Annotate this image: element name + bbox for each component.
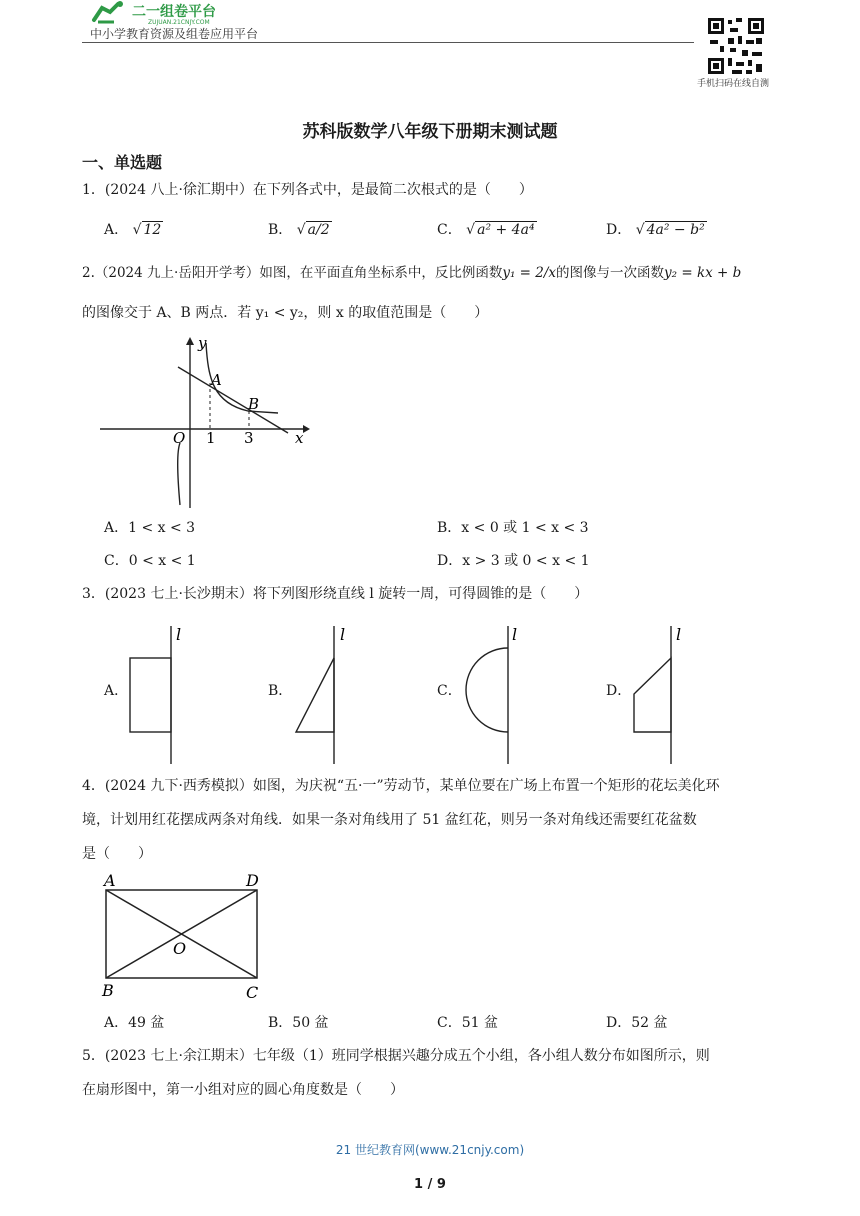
- y-axis-arrow-icon: [186, 337, 194, 345]
- origin-label: O: [173, 429, 186, 447]
- logo-domain: ZUJUAN.21CNJY.COM: [148, 19, 210, 26]
- sqrt-expression: √ a/2: [296, 222, 330, 238]
- q2-function-graph: [98, 333, 313, 513]
- hyperbola-branch-2: [178, 443, 180, 505]
- q3-option-d-label[interactable]: D．: [606, 683, 632, 699]
- q4-rectangle-figure: [96, 868, 276, 1008]
- header-subtitle: 中小学教育资源及组卷应用平台: [90, 27, 259, 41]
- line-l-label: l: [340, 625, 346, 644]
- option-label: B．: [268, 222, 293, 238]
- q2-option-b[interactable]: B．x < 0 或 1 < x < 3: [437, 520, 589, 536]
- question-5-text-line2: 在扇形图中，第一小组对应的圆心角度数是（ ）: [82, 1082, 404, 1098]
- option-label: A．: [104, 222, 129, 238]
- vertex-d-label: D: [246, 871, 259, 890]
- q4-option-a[interactable]: A．49 盆: [104, 1015, 165, 1031]
- line-l-label: l: [676, 625, 682, 644]
- logo-runner-icon: [88, 0, 288, 26]
- q1-option-c[interactable]: [437, 220, 537, 240]
- question-1-text: 1．(2024 八上·徐汇期中）在下列各式中，是最简二次根式的是（ ）: [82, 182, 533, 198]
- point-b-label: B: [248, 395, 260, 413]
- sqrt-expression: √ 4a² − b²: [635, 222, 705, 238]
- q1-option-a[interactable]: [104, 220, 163, 240]
- radicand: a² + 4a⁴: [477, 222, 535, 238]
- q3-figure-c: [458, 622, 528, 767]
- q1-option-d[interactable]: [606, 220, 707, 240]
- q3-figure-d: [628, 622, 698, 767]
- section-heading: 一、单选题: [82, 153, 163, 172]
- q2-option-d[interactable]: D．x > 3 或 0 < x < 1: [437, 553, 590, 569]
- vertex-c-label: C: [246, 983, 259, 1002]
- question-5-text-line1: 5．(2023 七上·余江期末）七年级（1）班同学根据兴趣分成五个小组，各小组人数分布如图所示，则: [82, 1048, 710, 1064]
- tick-3-label: 3: [244, 429, 254, 447]
- q2-option-a[interactable]: A．1 < x < 3: [104, 520, 196, 536]
- q1-option-b[interactable]: [268, 220, 332, 240]
- q3-figure-a: [122, 622, 192, 767]
- linear-function-line: [178, 367, 288, 433]
- q4-option-d[interactable]: D．52 盆: [606, 1015, 668, 1031]
- sqrt-expression: √ 12: [132, 222, 162, 238]
- q2-mid: 的图像与一次函数: [556, 265, 665, 281]
- q3-option-c-label[interactable]: C．: [437, 683, 462, 699]
- q4-option-c[interactable]: C．51 盆: [437, 1015, 498, 1031]
- radicand: 4a² − b²: [646, 222, 705, 238]
- vertex-b-label: B: [102, 981, 114, 1000]
- x-axis-arrow-icon: [303, 425, 310, 433]
- line-l-label: l: [512, 625, 518, 644]
- q3-figure-b: [290, 622, 360, 767]
- radicand: 12: [143, 222, 162, 238]
- y-axis-label: y: [198, 334, 207, 352]
- question-4-text-line2: 境，计划用红花摆成两条对角线．如果一条对角线用了 51 盆红花，则另一条对角线还需要红花盆数: [82, 812, 697, 828]
- logo-text: 二一组卷平台: [132, 4, 216, 20]
- option-label: C．: [437, 222, 462, 238]
- q3-option-b-label[interactable]: B．: [268, 683, 293, 699]
- qr-caption: 手机扫码在线自测: [697, 79, 770, 89]
- page-number: 1 / 9: [414, 1177, 446, 1192]
- q2-y1-formula: y₁ = 2/x: [502, 265, 557, 281]
- header-divider: [82, 42, 694, 43]
- footer-link[interactable]: 21 世纪教育网(www.21cnjy.com): [335, 1143, 525, 1157]
- question-2-text: [82, 263, 741, 283]
- center-o-label: O: [173, 939, 187, 958]
- page-title: 苏科版数学八年级下册期末测试题: [302, 122, 558, 142]
- question-2-text-line2: 的图像交于 A、B 两点．若 y₁ < y₂，则 x 的取值范围是（ ）: [82, 305, 489, 321]
- q3-option-a-label[interactable]: A．: [104, 683, 129, 699]
- q2-y2-formula: y₂ = kx + b: [664, 265, 742, 281]
- vertex-a-label: A: [104, 871, 116, 890]
- point-a-label: A: [211, 371, 222, 389]
- q2-option-c[interactable]: C．0 < x < 1: [104, 553, 196, 569]
- qr-code-icon[interactable]: [706, 16, 766, 76]
- tick-1-label: 1: [206, 429, 216, 447]
- q4-option-b[interactable]: B．50 盆: [268, 1015, 329, 1031]
- question-4-text-line3: 是（ ）: [82, 846, 152, 862]
- line-l-label: l: [176, 625, 182, 644]
- sqrt-expression: √ a² + 4a⁴: [466, 222, 535, 238]
- question-3-text: 3．(2023 七上·长沙期末）将下列图形绕直线 l 旋转一周，可得圆锥的是（ ）: [82, 586, 589, 602]
- option-label: D．: [606, 222, 632, 238]
- q2-line1: 2.（2024 九上·岳阳开学考）如图，在平面直角坐标系中，反比例函数: [82, 265, 503, 281]
- radicand: a/2: [307, 222, 330, 238]
- question-4-text-line1: 4．(2024 九下·西秀模拟）如图，为庆祝“五·一”劳动节，某单位要在广场上布置一个矩形的花坛美化环: [82, 778, 720, 794]
- x-axis-label: x: [295, 429, 304, 447]
